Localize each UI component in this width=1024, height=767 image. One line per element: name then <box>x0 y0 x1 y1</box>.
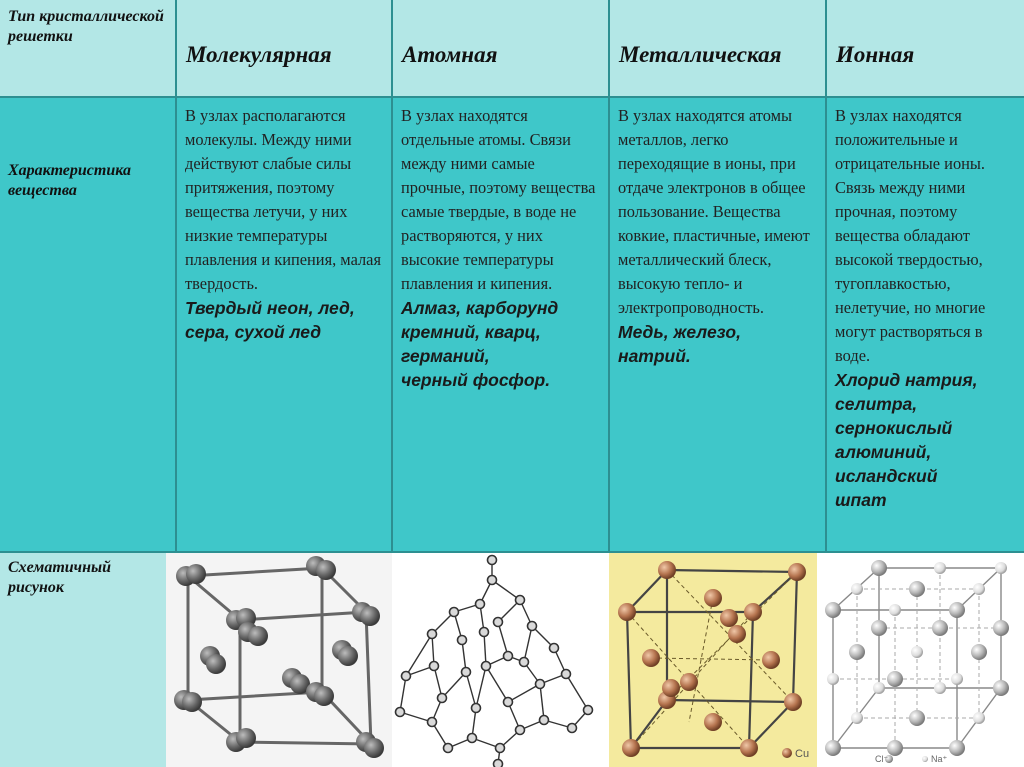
column-header-molecular <box>176 0 392 97</box>
characteristics-cell-metallic <box>609 97 826 552</box>
na-legend-label: Na⁺ <box>931 754 948 764</box>
column-title: Ионная <box>836 42 915 67</box>
column-title: Металлическая <box>619 42 782 67</box>
column-title: Атомная <box>402 42 498 67</box>
atomic-lattice-image <box>392 552 609 767</box>
metallic-lattice-picture <box>609 552 817 767</box>
examples-text: Твердый неон, лед, сера, сухой лед <box>185 298 355 342</box>
header-row-label: Тип кристаллической решетки <box>8 8 164 45</box>
ionic-lattice-image <box>817 552 1024 767</box>
column-divider <box>825 0 827 552</box>
ionic-lattice-picture <box>817 552 1024 767</box>
characteristics-cell-ionic <box>826 97 1024 552</box>
characteristics-text: В узлах находятся положительные и отрицательные ионы. Связь между ними прочная, поэтому вещества обладают высокой твердостью, тугоплавкостью, нелетучие, но многие могут растворяться в воде. <box>835 106 986 365</box>
schematic-label-cell <box>0 552 176 767</box>
row-divider <box>0 551 1024 553</box>
column-divider <box>391 0 393 552</box>
characteristics-text: В узлах находятся атомы металлов, легко переходящие в ионы, при отдаче электронов в общее пользование. Вещества ковкие, пластичные, имеют металлический блеск, высокую тепло- и электропроводность. <box>618 106 810 317</box>
column-divider <box>608 0 610 552</box>
characteristics-text: В узлах находятся отдельные атомы. Связи между ними самые прочные, поэтому вещества самые твердые, в воде не растворяются, у них высокие температуры плавления и кипения. <box>401 106 596 293</box>
molecular-lattice-image <box>166 552 392 767</box>
header-row-label-cell <box>0 0 176 97</box>
atomic-lattice-picture <box>392 552 609 767</box>
cl-legend-label: Cl⁻ <box>875 754 889 764</box>
schematic-label: Схематичный рисунок <box>8 559 111 596</box>
na-legend-icon <box>922 756 928 762</box>
molecular-lattice-picture <box>166 552 392 767</box>
column-header-metallic <box>609 0 826 97</box>
characteristics-label: Характеристика вещества <box>8 162 131 199</box>
characteristics-cell-molecular <box>176 97 392 552</box>
characteristics-text: В узлах располагаются молекулы. Между ними действуют слабые силы притяжения, поэтому вещества летучи, у них низкие температуры плавления и кипения, малая твердость. <box>185 106 381 293</box>
column-header-atomic <box>392 0 609 97</box>
characteristics-cell-atomic <box>392 97 609 552</box>
column-divider <box>175 0 177 552</box>
column-header-ionic <box>826 0 1024 97</box>
column-title: Молекулярная <box>186 42 332 67</box>
examples-text: Медь, железо, натрий. <box>618 322 741 366</box>
cu-legend-icon <box>782 748 792 758</box>
characteristics-label-cell <box>0 97 176 552</box>
examples-text: Хлорид натрия, селитра, сернокислый алюминий, исландский шпат <box>835 370 978 510</box>
cu-legend-label: Cu <box>795 748 810 760</box>
examples-text: Алмаз, карборунд кремний, кварц, германий, черный фосфор. <box>401 298 559 390</box>
metallic-lattice-image <box>609 552 817 767</box>
row-divider <box>0 96 1024 98</box>
